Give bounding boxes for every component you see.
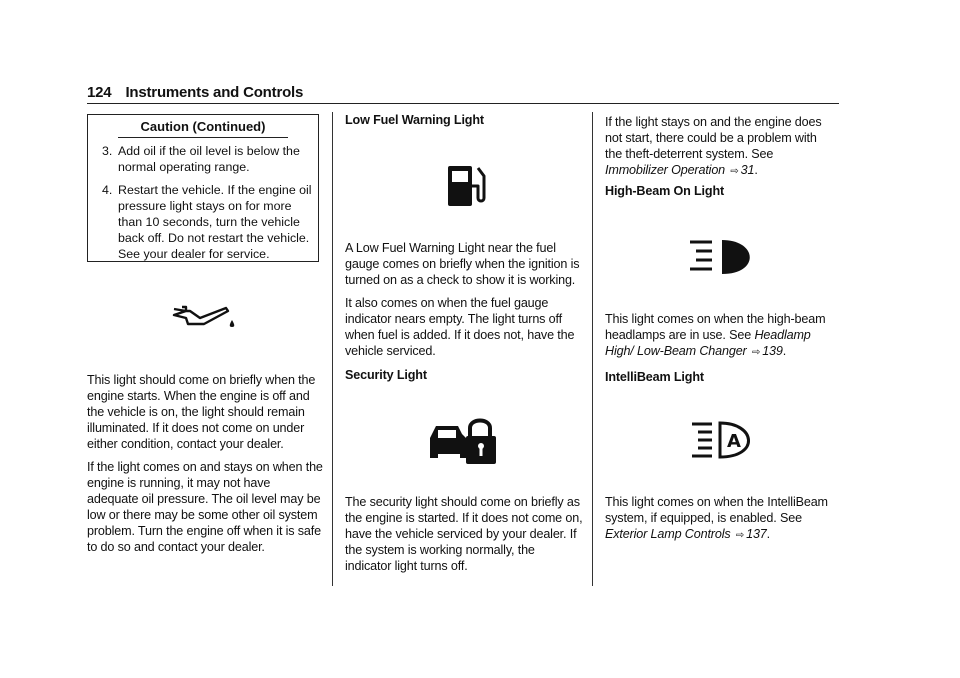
- intellibeam-text: This light comes on when the IntelliBeam system, if equipped, is enabled. See: [605, 495, 828, 525]
- caution-box: [87, 114, 319, 262]
- page-ref-arrow-icon: ⇨: [735, 530, 745, 541]
- intellibeam-letter: A: [727, 431, 741, 452]
- low-fuel-paragraph-2: It also comes on when the fuel gauge indicator nears empty. The light turns off when fuel is added. If it does not, have the vehicle serviced.: [345, 296, 575, 358]
- caution-item-number: 3.: [102, 144, 113, 158]
- column-divider-left: [332, 112, 333, 586]
- oil-paragraph-2: If the light comes on and stays on when the engine is running, it may not have adequate oil pressure. The oil level may be low or there may be some other oil system problem. Turn the engine off when it is safe to do so and contact your dealer.: [87, 460, 323, 554]
- security-paragraph: The security light should come on briefly as the engine is started. If it does not come on, have the vehicle serviced by your dealer. If the system is working normally, the indicator light turns off.: [345, 495, 583, 573]
- security-heading: Security Light: [345, 368, 427, 382]
- high-beam-body: [605, 311, 837, 368]
- immobilizer-text: If the light stays on and the engine does not start, there could be a problem with the theft-deterrent system. See: [605, 115, 822, 161]
- section-title: Instruments and Controls: [125, 84, 304, 101]
- page-header: [87, 84, 303, 101]
- immobilizer-page[interactable]: 31: [740, 163, 755, 177]
- caution-list: [88, 143, 318, 262]
- immobilizer-link[interactable]: Immobilizer Operation: [605, 163, 726, 177]
- intellibeam-icon: [690, 420, 758, 465]
- header-rule: [87, 103, 839, 104]
- low-fuel-heading: Low Fuel Warning Light: [345, 113, 484, 127]
- headlamp-link[interactable]: Headlamp High/ Low-Beam Changer: [605, 328, 811, 358]
- intellibeam-paragraph: This light comes on when the IntelliBeam system, if equipped, is enabled. See Exterior Lamp Controls ⇨ 137.: [605, 495, 828, 541]
- high-beam-icon: [688, 238, 760, 283]
- oil-pressure-icon: [170, 300, 236, 335]
- caution-item-text: Add oil if the oil level is below the normal operating range.: [118, 144, 300, 174]
- immobilizer-paragraph: If the light stays on and the engine does not start, there could be a problem with the theft-deterrent system. See Immobilizer Operation ⇨ 31.: [605, 115, 822, 177]
- low-fuel-paragraph-1: A Low Fuel Warning Light near the fuel gauge comes on briefly when the ignition is turned on as a check to show it is working.: [345, 241, 580, 287]
- left-body: [87, 372, 323, 562]
- low-fuel-body: [345, 240, 581, 366]
- security-body: [345, 494, 583, 581]
- high-beam-heading: High-Beam On Light: [605, 184, 725, 198]
- caution-item: [88, 182, 318, 262]
- oil-paragraph-1: This light should come on briefly when the engine starts. When the engine is off and the vehicle is on, the light should remain illuminated. If it does not come on under either condition, contact your dealer.: [87, 373, 316, 451]
- page-number: 124: [87, 84, 112, 101]
- exterior-lamp-link[interactable]: Exterior Lamp Controls: [605, 527, 731, 541]
- car-padlock-icon: [428, 414, 498, 471]
- intellibeam-body: [605, 494, 837, 551]
- caution-title: Caution (Continued): [118, 115, 288, 138]
- headlamp-page[interactable]: 139: [762, 344, 783, 358]
- high-beam-paragraph: This light comes on when the high-beam headlamps are in use. See Headlamp High/ Low-Beam Changer ⇨ 139.: [605, 312, 826, 358]
- intellibeam-heading: IntelliBeam Light: [605, 370, 704, 384]
- page-ref-arrow-icon: ⇨: [730, 166, 739, 177]
- caution-item-text: Restart the vehicle. If the engine oil pressure light stays on for more than 10 seconds, turn the vehicle back off. Do not restart the vehicle. See your dealer for service.: [118, 183, 312, 261]
- caution-item-number: 4.: [102, 183, 113, 197]
- column-divider-right: [592, 112, 593, 586]
- exterior-lamp-page[interactable]: 137: [746, 527, 767, 541]
- right-top-body: [605, 114, 837, 187]
- caution-item: [88, 143, 318, 175]
- high-beam-text: This light comes on when the high-beam headlamps are in use. See: [605, 312, 826, 342]
- page-ref-arrow-icon: ⇨: [751, 347, 761, 358]
- fuel-pump-icon: [444, 160, 490, 215]
